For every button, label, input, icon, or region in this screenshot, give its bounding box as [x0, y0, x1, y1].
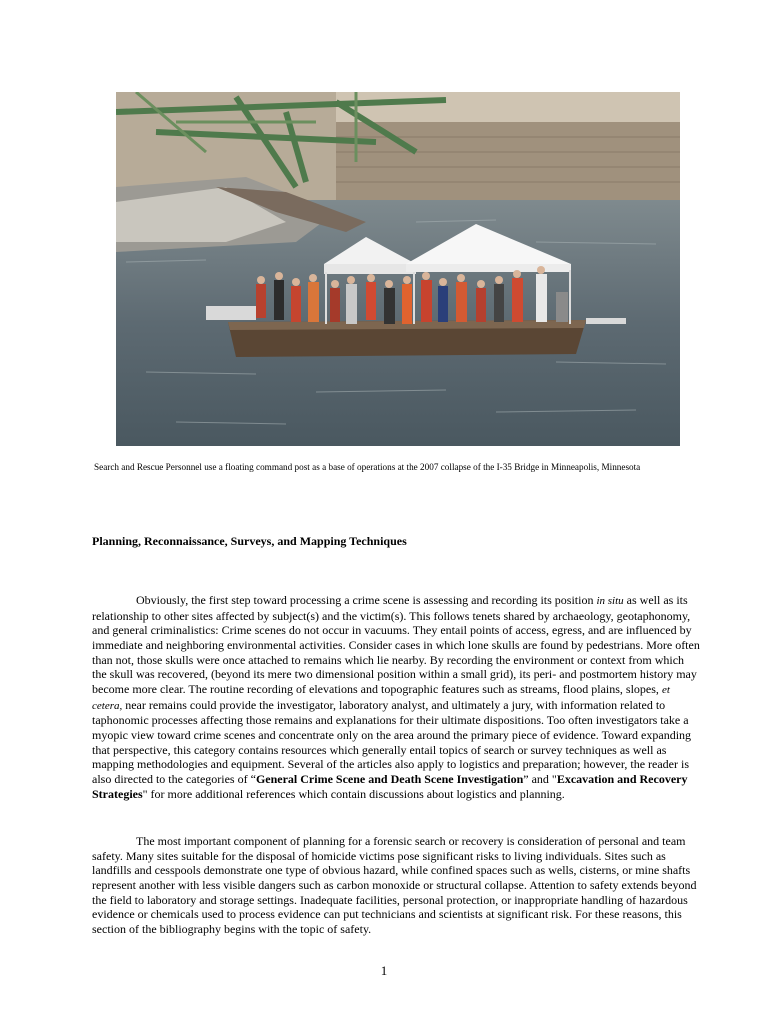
paragraph-2	[92, 834, 700, 937]
category-reference-excavation: Excavation and Recovery Strategies	[92, 771, 688, 801]
paragraph-1-text: as well as its relationship to other sites affected by subject(s) and the victim(s). This follows tenets shared by archaeology, geotaphonomy, and general criminalistics: Crime scenes do not occur in vacuums. They entail points of access, egress, and are influenced by immediate and neighboring environmental activities. Consider cases in which lone skulls are found by pedestrians. More often than not, those skulls were once attached to remains which lie nearby. By recording the environment or context from which the skull was recovered, (beyond its mere two dimensional position within a small grid), its peri- and postmortem history may become more clear. The routine recording of elevations and topographic features such as streams, flood plains, slopes,	[92, 593, 700, 696]
in-situ-term: in situ	[596, 595, 624, 607]
section-heading: Planning, Reconnaissance, Surveys, and Mapping Techniques	[92, 534, 407, 548]
paragraph-1-text: ” and "	[523, 771, 557, 786]
photo-caption: Search and Rescue Personnel use a floating command post as a base of operations at the 2007 collapse of the I-35 Bridge in Minneapolis, Minnesota	[94, 462, 641, 472]
paragraph-1	[92, 593, 700, 801]
category-reference-general: General Crime Scene and Death Scene Investigation	[255, 771, 524, 786]
paragraph-1-text: Obviously, the first step toward processing a crime scene is assessing and recording its position	[136, 593, 597, 607]
paragraph-1-text: " for more additional references which contain discussions about logistics and planning.	[142, 786, 565, 801]
et-cetera-term: et cetera,	[92, 683, 670, 712]
paragraph-1-text: near remains could provide the investigator, laboratory analyst, and ultimately a jury, with information related to taphonomic processes affecting those remains and explanations for their ultimate dispositions. Too often investigators take a myopic view toward crime scenes and concentrate only on the area around the primary piece of evidence. Toward expanding that perspective, this category contains resources which generally entail topics of search or survey techniques as well as mapping methodologies and equipment. Several of the articles also apply to logistics and preparation; however, the reader is also directed to the categories of “	[92, 697, 692, 786]
floating-command-post-photo	[116, 92, 680, 446]
paragraph-2-text: The most important component of planning for a forensic search or recovery is consideration of personal and team safety. Many sites suitable for the disposal of homicide victims pose significant risks to living individuals. Sites such as landfills and cesspools demonstrate one type of obvious hazard, while confined spaces such as wells, cisterns, or mine shafts represent another with less visible dangers such as carbon monoxide or structural collapse. Attention to safety extends beyond the field to laboratory and storage settings. Inadequate facilities, personal protection, or inappropriate handling of hazardous evidence or chemicals used to process evidence can put technicians and scientists at significant risk. For these reasons, this section of the bibliography begins with the topic of safety.	[92, 834, 697, 936]
page-number: 1	[380, 963, 388, 978]
